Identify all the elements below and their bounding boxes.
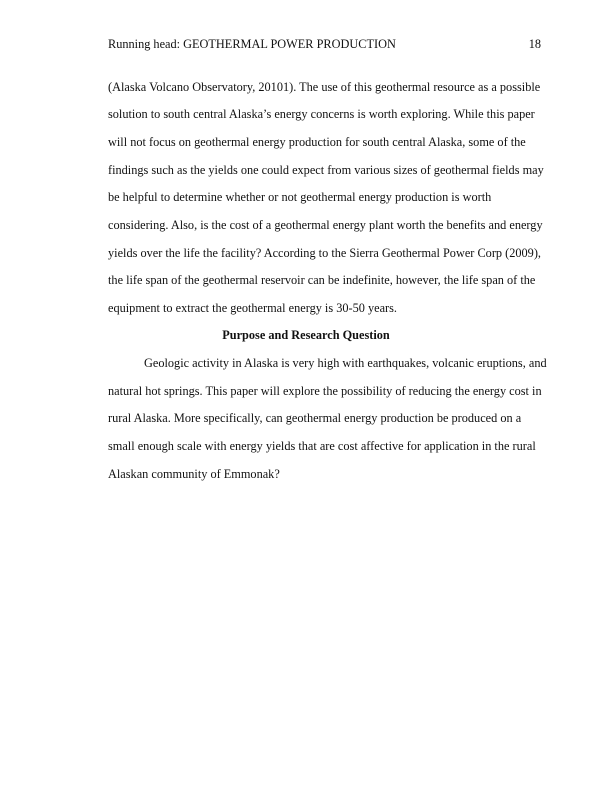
paragraph-line: small enough scale with energy yields that are cost affective for application in the rural: [108, 439, 536, 453]
paragraph-line: yields over the life the facility? According to the Sierra Geothermal Power Corp (2009),: [108, 246, 541, 260]
paragraph-line: the life span of the geothermal reservoir can be indefinite, however, the life span of the: [108, 273, 536, 287]
paragraph-line: Alaskan community of Emmonak?: [108, 467, 280, 481]
paragraph-line: Geologic activity in Alaska is very high with earthquakes, volcanic eruptions, and: [144, 356, 547, 370]
paragraph-line: (Alaska Volcano Observatory, 20101). The use of this geothermal resource as a possible: [108, 80, 541, 94]
paragraph-line: solution to south central Alaska’s energy concerns is worth exploring. While this paper: [108, 107, 535, 121]
page-header: [108, 36, 541, 52]
paragraph-line: rural Alaska. More specifically, can geothermal energy production be produced on a: [108, 411, 522, 425]
section-heading: Purpose and Research Question: [222, 328, 390, 342]
paragraph-line: natural hot springs. This paper will explore the possibility of reducing the energy cost in: [108, 384, 542, 398]
running-head: Running head: GEOTHERMAL POWER PRODUCTION: [108, 37, 396, 51]
paragraph-line: findings such as the yields one could expect from various sizes of geothermal fields may: [108, 163, 544, 177]
paragraph-line: will not focus on geothermal energy production for south central Alaska, some of the: [108, 135, 526, 149]
paragraph-line: be helpful to determine whether or not geothermal energy production is worth: [108, 190, 492, 204]
paragraph-line: equipment to extract the geothermal energy is 30-50 years.: [108, 301, 397, 315]
paragraph-line: considering. Also, is the cost of a geothermal energy plant worth the benefits and energy: [108, 218, 543, 232]
page-number: 18: [528, 37, 541, 51]
